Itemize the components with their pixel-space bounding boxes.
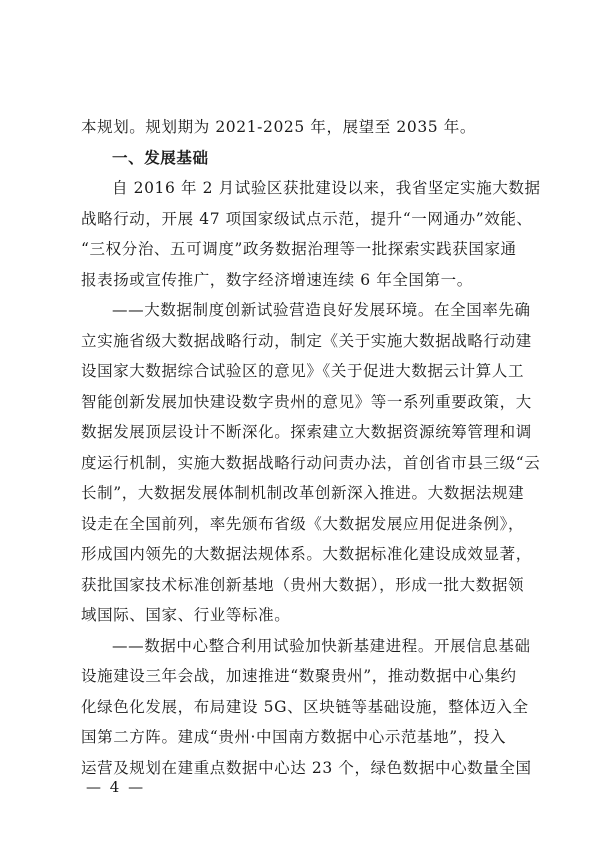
paragraph-line: 数据发展顶层设计不断深化。探索建立大数据资源统筹管理和调 <box>81 423 532 441</box>
paragraph-line: 立实施省级大数据战略行动，制定《关于实施大数据战略行动建 <box>81 331 532 350</box>
paragraph-line: 智能创新发展加快建设数字贵州的意见》等一系列重要政策，大 <box>81 392 532 411</box>
paragraph-line: 设国家大数据综合试验区的意见》《关于促进大数据云计算人工 <box>81 362 525 380</box>
paragraph-line: 获批国家技术标准创新基地（贵州大数据），形成一批大数据领 <box>81 575 525 594</box>
paragraph-line: “三权分治、五可调度”政务数据治理等一批探索实践获国家通 <box>81 240 517 258</box>
paragraph-line: 长制”，大数据发展体制机制改革创新深入推进。大数据法规建 <box>81 484 525 502</box>
document-body <box>81 112 541 783</box>
paragraph-line: ——大数据制度创新试验营造良好发展环境。在全国率先确 <box>112 301 531 319</box>
section2-paragraph <box>81 631 532 784</box>
continuation-line: 本规划。规划期为 2021-2025 年，展望至 2035 年。 <box>81 118 476 136</box>
paragraph-line: 战略行动，开展 47 项国家级试点示范，提升“一网通办”效能、 <box>81 209 533 228</box>
page-number: — 4 — <box>86 778 146 796</box>
paragraph-line: 报表扬或宣传推广，数字经济增速连续 6 年全国第一。 <box>81 270 473 289</box>
paragraph-line: 域国际、国家、行业等标准。 <box>81 606 291 624</box>
paragraph-line: 设走在全国前列，率先颁布省级《大数据发展应用促进条例》， <box>81 514 525 533</box>
paragraph-line: 国第二方阵。建成“贵州·中国南方数据中心示范基地”，投入 <box>81 728 507 746</box>
paragraph-line: 自 2016 年 2 月试验区获批建设以来，我省坚定实施大数据 <box>112 179 541 197</box>
paragraph-line: 度运行机制，实施大数据战略行动问责办法，首创省市县三级“云 <box>81 453 541 472</box>
section-heading: 一、发展基础 <box>112 148 209 167</box>
section1-paragraph <box>81 295 541 631</box>
paragraph-line: 运营及规划在建重点数据中心达 23 个，绿色数据中心数量全国 <box>81 758 532 777</box>
paragraph-line: 设施建设三年会战，加速推进“数聚贵州”，推动数据中心集约 <box>81 667 517 685</box>
intro-paragraph <box>81 173 541 295</box>
paragraph-line: ——数据中心整合利用试验加快新基建进程。开展信息基础 <box>112 636 531 655</box>
paragraph-line: 化绿色化发展，布局建设 5G、区块链等基础设施，整体迈入全 <box>81 697 529 716</box>
paragraph-line: 形成国内领先的大数据法规体系。大数据标准化建设成效显著， <box>81 545 532 563</box>
